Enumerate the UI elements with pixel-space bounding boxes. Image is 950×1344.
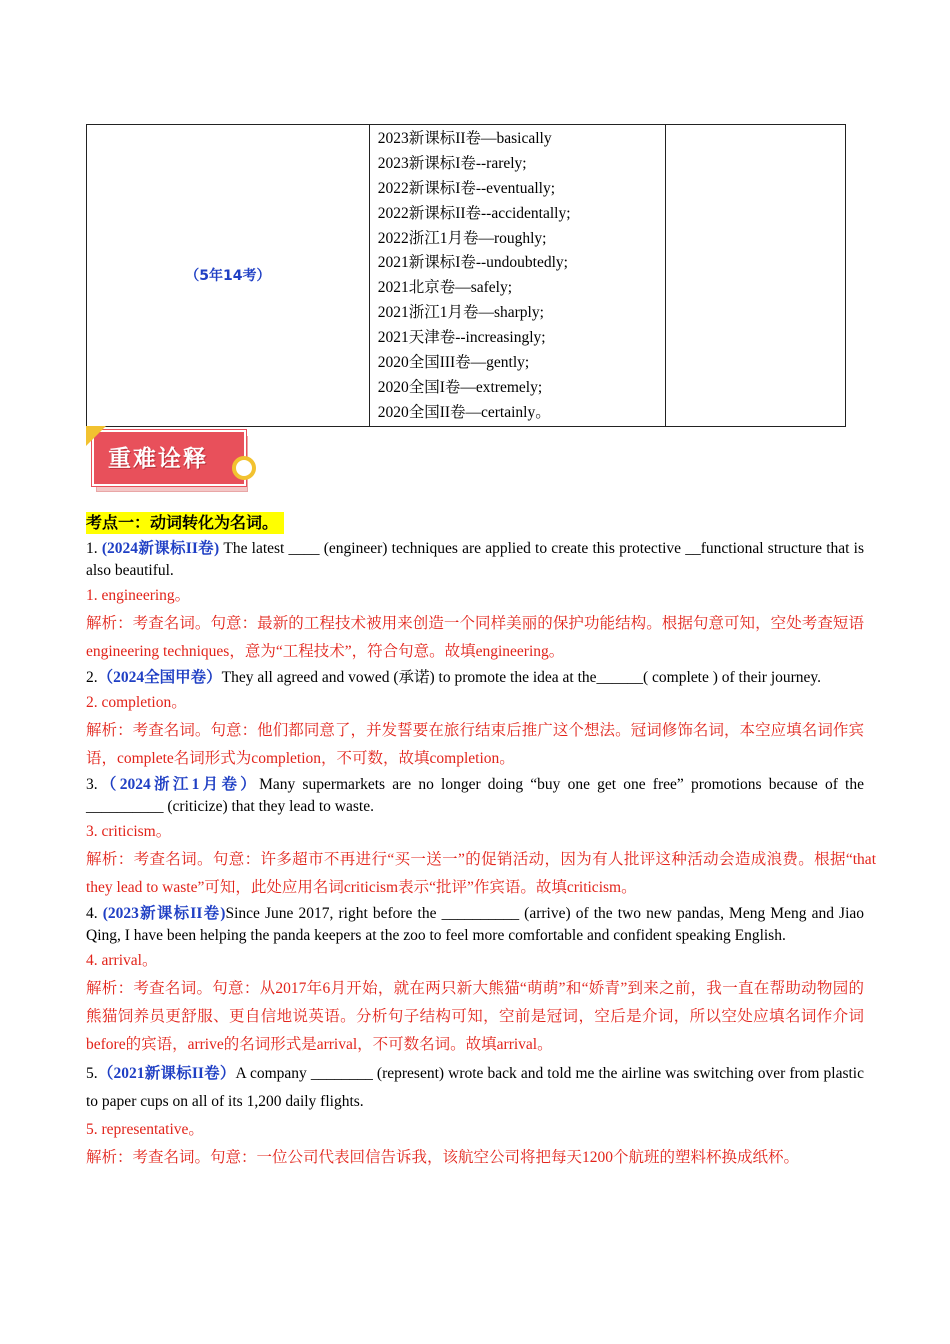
exam-item: 2022新课标II卷--accidentally; (377, 204, 571, 222)
question-body: The latest ____ (engineer) techniques are applied to create this protective __functional structure that is also beautiful. (86, 540, 864, 579)
exam-item: 2021新课标I卷--undoubtedly; (377, 254, 568, 272)
question-block (86, 1060, 864, 1172)
question-number: 2. (86, 669, 98, 686)
exam-list-cell (369, 125, 665, 427)
exam-item: 2023新课标II卷—basically (377, 130, 552, 147)
question-text (86, 538, 864, 582)
exam-item: 2021天津卷--increasingly; (377, 329, 546, 347)
exam-count-cell (87, 125, 370, 427)
answer-text: 3. criticism。 (86, 823, 172, 840)
question-text (86, 774, 864, 818)
question-number: 1. (86, 540, 98, 557)
exam-item: 2021浙江1月卷—sharply; (377, 304, 544, 322)
explanation-text: 解析：考查名词。句意：他们都同意了，并发誓要在旅行结束后推广这个想法。冠词修饰名词，本空应填名词作宾语，complete名词形式为completion，不可数，故填completion。 (86, 722, 864, 767)
explanation-text: 解析：考查名词。句意：许多超市不再进行“买一送一”的促销活动，因为有人批评这种活动会造成浪费。根据“that they lead to waste”可知，此处应用名词criticism表示“批评”作宾语。故填criticism。 (86, 851, 876, 896)
question-text (86, 667, 864, 689)
table-row (87, 125, 846, 427)
exam-item: 2020全国I卷—extremely; (377, 378, 543, 396)
question-text (86, 1060, 864, 1116)
question-body: A company ________ (represent) wrote back and told me the airline was switching over from plastic to paper cups on all of its 1,200 daily flights. (86, 1065, 864, 1110)
question-body: Since June 2017, right before the __________ (arrive) of the two new pandas, Meng Meng and Jiao Qing, I have been helping the panda keepers at the zoo to feel more comfortable and confident speaking English. (86, 905, 865, 944)
question-block (86, 667, 864, 773)
explanation-text: 解析：考查名词。句意：从2017年6月开始，就在两只新大熊猫“萌萌”和“娇青”到来之前，我一直在帮助动物园的熊猫饲养员更舒服、更自信地说英语。分析句子结构可知，空前是冠词，空后是介词，所以空处应填名词作介词before的宾语，arrive的名词形式是arrival，不可数名词。故填arrival。 (86, 980, 864, 1053)
question-text (86, 903, 864, 947)
answer-text: 1. engineering。 (86, 587, 191, 604)
section-banner (86, 426, 258, 492)
explanation-text: 解析：考查名词。句意：一位公司代表回信告诉我，该航空公司将把每天1200个航班的塑料杯换成纸杯。 (86, 1149, 800, 1166)
answer-text: 4. arrival。 (86, 952, 158, 969)
exam-item: 2021北京卷—safely; (377, 279, 513, 297)
section-heading: 考点一：动词转化为名词。 (86, 512, 284, 534)
question-block (86, 774, 876, 902)
exam-count-label: （5年14考） (185, 268, 271, 285)
empty-cell (665, 125, 845, 427)
exam-item: 2020全国III卷—gently; (377, 354, 530, 372)
question-source: (2024新课标II卷) (101, 540, 220, 557)
question-source: （2021新课标II卷） (97, 1065, 236, 1082)
banner-corner-icon (86, 426, 106, 446)
question-body: Many supermarkets are no longer doing “buy one get one free” promotions because of the __________ (criticize) that they lead to waste. (86, 776, 864, 815)
question-number: 4. (86, 905, 98, 922)
explanation-text: 解析：考查名词。句意：最新的工程技术被用来创造一个同样美丽的保护功能结构。根据句意可知，空处考查短语engineering techniques，意为“工程技术”，符合句意。故填engineering。 (86, 615, 864, 660)
question-body: They all agreed and vowed (承诺) to promote the idea at the______( complete ) of their journey. (221, 669, 822, 686)
exam-item: 2022新课标I卷--eventually; (377, 179, 556, 197)
exam-item: 2023新课标I卷--rarely; (377, 154, 527, 172)
question-block (86, 903, 864, 1059)
banner-title: 重难诠释 (108, 446, 208, 472)
banner-ring-icon (232, 456, 256, 480)
question-source: （2024浙江1月卷） (97, 776, 260, 793)
answer-text: 2. completion。 (86, 694, 187, 711)
question-number: 5. (86, 1065, 98, 1082)
question-number: 3. (86, 776, 98, 793)
main-content (86, 510, 876, 1173)
question-source: （2024全国甲卷） (97, 669, 222, 686)
question-source: (2023新课标II卷) (102, 905, 226, 922)
summary-table (86, 124, 846, 427)
exam-item: 2022浙江1月卷—roughly; (377, 229, 547, 247)
exam-item: 2020全国II卷—certainly。 (377, 403, 551, 421)
answer-text: 5. representative。 (86, 1121, 204, 1138)
question-block (86, 538, 864, 666)
